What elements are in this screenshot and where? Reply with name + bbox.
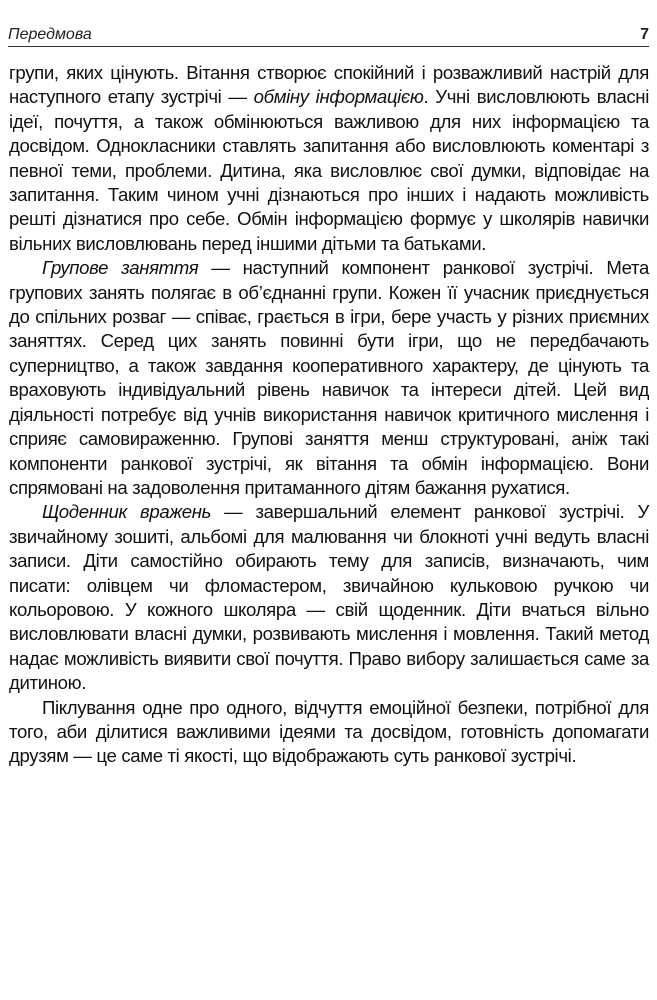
emphasis-term: обміну інформацією [253, 86, 424, 108]
page-number: 7 [640, 26, 649, 43]
paragraph-text: — завершальний елемент ранкової зустрічі. У звичайному зошиті, альбомі для малювання чи блокноті учні ведуть власні записи. Діти самостійно обирають тему для записів, визначають, чим писати: олівцем чи фломастером, звичайною кульковою ручкою чи кольоровою. У кожного школяра — свій щоденник. Діти вчаться вільно висловлювати власні думки, розвивають мислення і мовлення. Такий метод надає можливість виявити свої почуття. Право вибору залишається саме за дитиною. [9, 501, 649, 694]
paragraph-text: групи, яких цінують. Вітання створює спокійний і розважливий настрій для наступного етапу зустрічі — [9, 62, 649, 108]
emphasis-term: Групове заняття [42, 257, 199, 279]
paragraph-4 [9, 696, 649, 769]
emphasis-term: Щоденник вражень [42, 501, 212, 523]
paragraph-text: . Учні висловлюють власні ідеї, почуття, а також обмінюються важливою для них інформацією та досвідом. Однокласники ставлять запитання або висловлюють коментарі з певної теми, проблеми. Дитина, яка висловлює свої думки, відповідає на запитання. Таким чином учні дізнаються про інших і надають можливість решті дізнатися про себе. Обмін інформацією формує у школярів навички вільних висловлювань перед іншими дітьми та батьками. [9, 86, 649, 254]
running-title: Передмова [8, 26, 92, 43]
body-text [9, 61, 649, 769]
page-header [8, 22, 649, 47]
paragraph-text: Піклування одне про одного, відчуття емоційної безпеки, потрібної для того, аби ділитися важливими ідеями та досвідом, готовність допомагати друзям — це саме ті якості, що відображають суть ранкової зустрічі. [9, 696, 649, 767]
paragraph-1 [9, 61, 649, 256]
paragraph-3 [9, 500, 649, 695]
paragraph-2 [9, 256, 649, 500]
paragraph-text: — наступний компонент ранкової зустрічі. Мета групових занять полягає в об’єднанні групи. Кожен її учасник приєднується до спільних розваг — співає, грається в ігри, бере участь у різних приємних заняттях. Серед цих занять повинні бути ігри, що не передбачають суперництво, а також завдання кооперативного характеру, де цінують та враховують індивідуальний рівень навичок та інтереси дітей. Цей вид діяльності потребує від учнів використання навичок критичного мислення і сприяє самовираженню. Групові заняття менш структуровані, аніж такі компоненти ранкової зустрічі, як вітання та обмін інформацією. Вони спрямовані на задоволення притаманного дітям бажання рухатися. [9, 257, 649, 498]
